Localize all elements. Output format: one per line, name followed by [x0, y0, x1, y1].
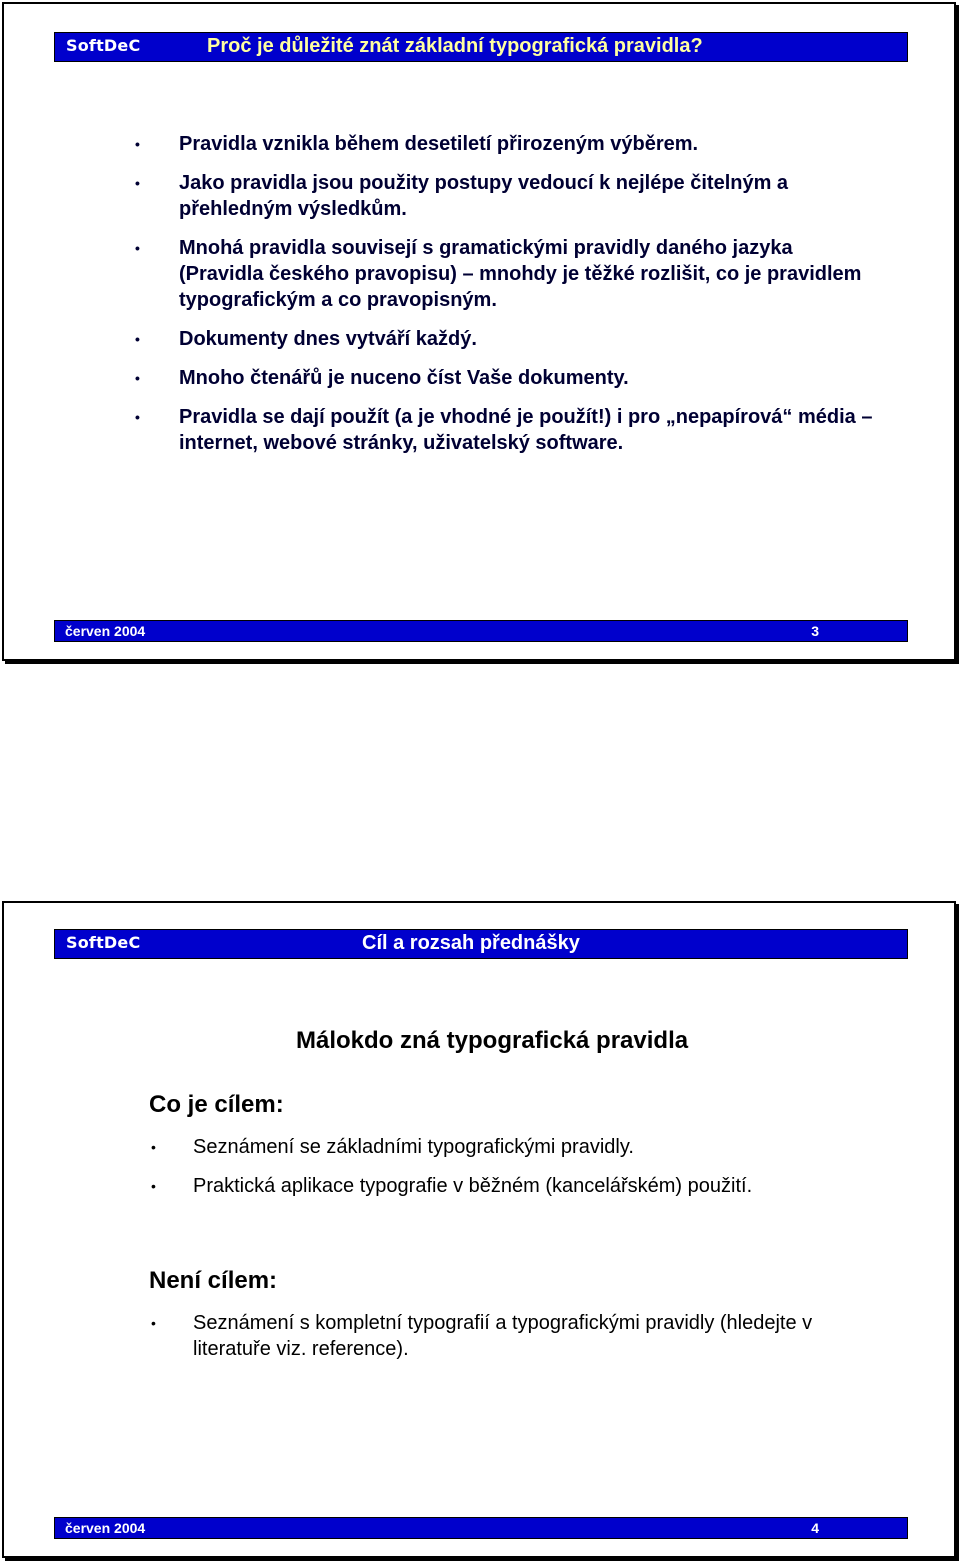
goal-label: Co je cílem: — [149, 1091, 284, 1118]
nongoal-label: Není cílem: — [149, 1267, 278, 1294]
header-bar — [54, 929, 908, 959]
softdec-logo: SoftDeC — [66, 933, 141, 952]
slide-4 — [2, 901, 956, 1558]
list-item: • Praktická aplikace typografie v běžném (kancelářském) použití. — [151, 1175, 753, 1197]
list-item: • Seznámení se základními typografickými pravidly. — [151, 1136, 634, 1158]
list-item: • Jako pravidla jsou použity postupy vedoucí k nejlépe čitelným a přehledným výsledkům. — [135, 172, 789, 220]
list-item: • Mnohá pravidla souvisejí s gramatickými pravidly daného jazyka (Pravidla českého pravopisu) – mnohdy je těžké rozlišit, co je pravidlem typografickým a co pravopisným. — [135, 237, 862, 311]
slide-title: Proč je důležité znát základní typografická pravidla? — [207, 35, 703, 57]
bullet-icon: • — [151, 1178, 156, 1194]
list-item: • Mnoho čtenářů je nuceno číst Vaše dokumenty. — [135, 367, 629, 389]
slide-title: Cíl a rozsah přednášky — [362, 932, 580, 954]
softdec-logo: SoftDeC — [66, 36, 141, 55]
page-number: 4 — [811, 1520, 819, 1536]
list-item: • Pravidla se dají použít (a je vhodné je použít!) i pro „nepapírová“ média – internet, webové stránky, uživatelský software. — [135, 406, 873, 454]
bullet-icon: • — [135, 409, 140, 425]
footer-date: červen 2004 — [65, 623, 146, 639]
bullet-icon: • — [135, 240, 140, 256]
bullet-icon: • — [135, 136, 140, 152]
page-number: 3 — [811, 623, 819, 639]
bullet-icon: • — [135, 331, 140, 347]
nongoals-list — [151, 1310, 893, 1375]
footer-date: červen 2004 — [65, 1520, 146, 1536]
bullet-icon: • — [151, 1139, 156, 1155]
list-item: • Dokumenty dnes vytváří každý. — [135, 328, 477, 350]
goals-list — [151, 1134, 893, 1212]
bullet-icon: • — [151, 1315, 156, 1331]
list-item: • Pravidla vznikla během desetiletí přirozeným výběrem. — [135, 133, 699, 155]
slide-subtitle: Málokdo zná typografická pravidla — [296, 1027, 689, 1054]
bullet-icon: • — [135, 175, 140, 191]
footer-bar — [54, 1517, 908, 1539]
footer-bar — [54, 620, 908, 642]
slide-3 — [2, 2, 956, 661]
header-bar — [54, 32, 908, 62]
bullet-icon: • — [135, 370, 140, 386]
list-item: • Seznámení s kompletní typografií a typografickými pravidly (hledejte v literatuře viz. reference). — [151, 1312, 813, 1360]
bullet-list — [135, 131, 879, 469]
